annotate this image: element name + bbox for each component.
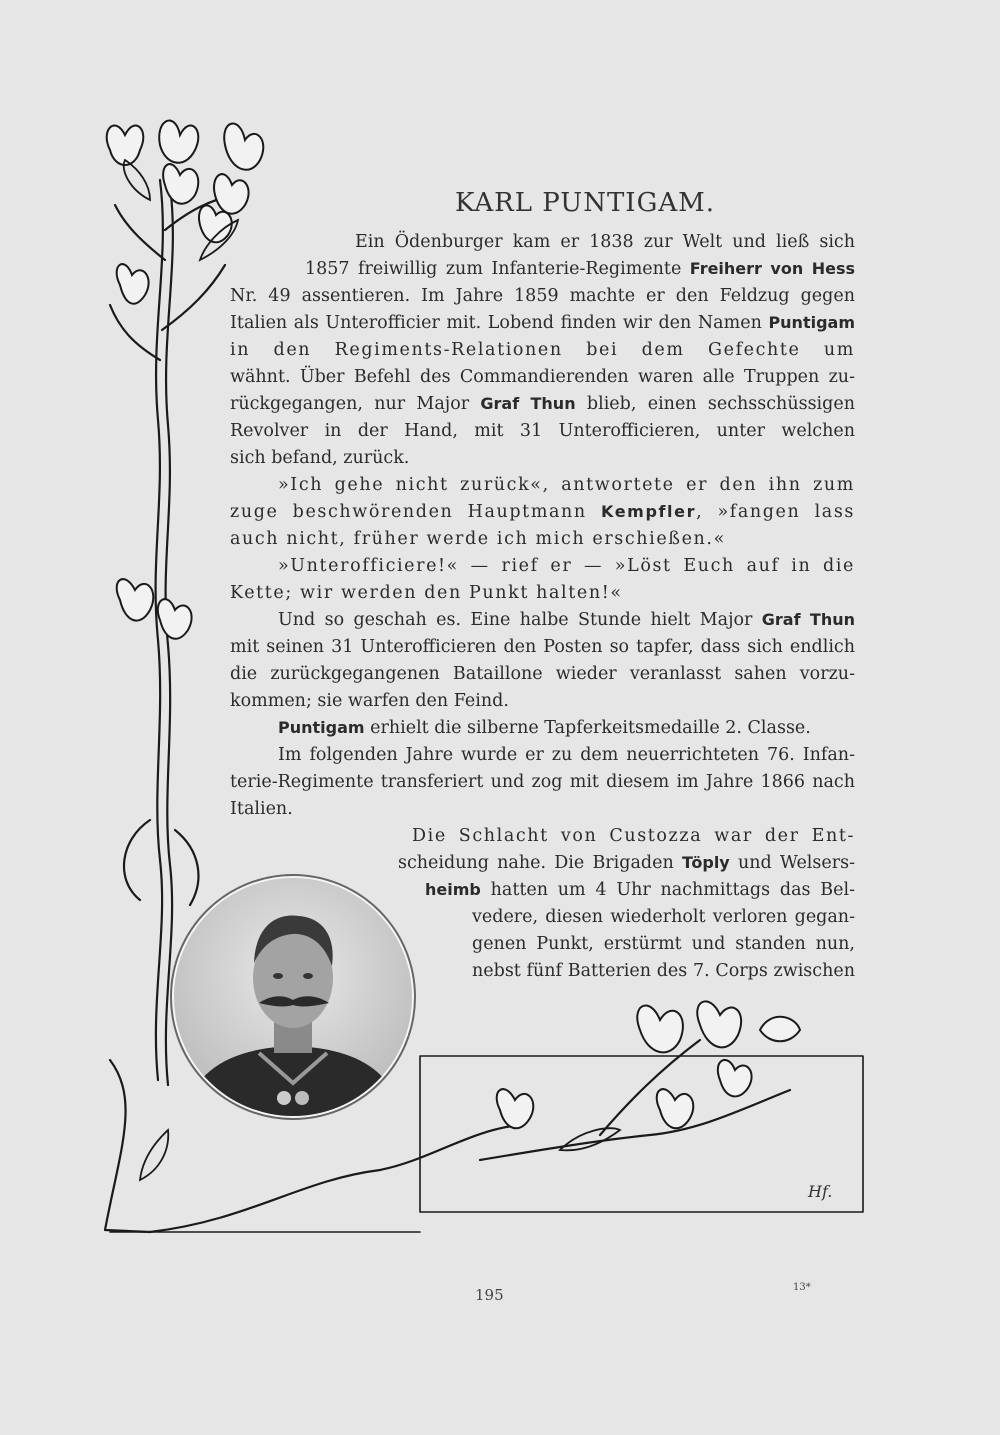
text-line (472, 958, 855, 984)
text-line (230, 688, 509, 714)
text-segment: in den Regiments-Relationen bei dem Gefechte um (230, 340, 855, 360)
text-line (412, 823, 855, 849)
text-segment: terie-Regimente transferiert und zog mit diesem im Jahre 1866 nach (230, 772, 855, 792)
text-segment: die zurückgegangenen Bataillone wieder veranlasst sahen vorzu- (230, 664, 855, 684)
page-number: 195 (475, 1286, 504, 1304)
text-segment: rückgegangen, nur Major (230, 394, 481, 414)
text-line (230, 796, 293, 822)
text-segment: blieb, einen sechsschüssigen (575, 394, 855, 414)
article-title: KARL PUNTIGAM. (455, 188, 715, 218)
text-segment: Revolver in der Hand, mit 31 Unterofficieren, unter welchen (230, 421, 855, 441)
text-line (278, 742, 855, 768)
text-line (230, 499, 855, 525)
text-segment: Im folgenden Jahre wurde er zu dem neuerrichteten 76. Infan- (278, 745, 855, 765)
text-segment: , »fangen lass (696, 502, 855, 522)
text-segment: genen Punkt, erstürmt und standen nun, (472, 934, 855, 954)
text-segment: Und so geschah es. Eine halbe Stunde hielt Major (278, 610, 762, 630)
text-segment: kommen; sie warfen den Feind. (230, 691, 509, 711)
bold-name: heimb (425, 880, 481, 899)
text-segment: wähnt. Über Befehl des Commandierenden waren alle Truppen zu- (230, 367, 855, 387)
bold-name: Freiherr von Hess (689, 259, 855, 278)
text-line (230, 580, 623, 606)
text-segment: Nr. 49 assentieren. Im Jahre 1859 machte er den Feldzug gegen (230, 286, 855, 306)
text-line (425, 877, 855, 903)
text-line (230, 769, 855, 795)
text-segment: Italien. (230, 799, 293, 819)
text-segment: scheidung nahe. Die Brigaden (398, 853, 682, 873)
text-line (230, 526, 726, 552)
text-line (472, 904, 855, 930)
bold-name: Graf Thun (480, 394, 576, 413)
bold-name: Kempfler (601, 502, 697, 521)
text-line (355, 229, 855, 255)
text-segment: »Ich gehe nicht zurück«, antwortete er den ihn zum (278, 475, 855, 495)
text-line (278, 715, 811, 741)
text-segment: sich befand, zurück. (230, 448, 410, 468)
text-line (230, 445, 409, 471)
text-segment: »Unterofficiere!« — rief er — »Löst Euch auf in die (278, 556, 855, 576)
text-segment: hatten um 4 Uhr nachmittags das Bel- (480, 880, 855, 900)
text-segment: 1857 freiwillig zum Infanterie-Regimente (305, 259, 690, 279)
portrait-medallion (172, 876, 414, 1118)
text-line (278, 553, 855, 579)
bold-name: Puntigam (278, 718, 365, 737)
text-segment: Die Schlacht von Custozza war der Ent- (412, 826, 855, 846)
bold-name: Graf Thun (761, 610, 855, 629)
text-line (278, 472, 855, 498)
text-segment: Ein Ödenburger kam er 1838 zur Welt und ließ sich (355, 232, 855, 252)
text-line (230, 418, 855, 444)
text-segment: auch nicht, früher werde ich mich erschießen.« (230, 529, 726, 549)
printer-signature-mark: 13* (793, 1282, 811, 1293)
text-segment: Italien als Unterofficier mit. Lobend finden wir den Namen (230, 313, 769, 333)
bold-name: Töply (681, 853, 730, 872)
artist-signature: Hf. (808, 1182, 833, 1201)
text-line (230, 661, 855, 687)
bold-name: Puntigam (768, 313, 855, 332)
text-line (278, 607, 855, 633)
text-line (305, 256, 855, 282)
text-segment: zuge beschwörenden Hauptmann (230, 502, 601, 522)
text-segment: und Welsers- (729, 853, 855, 873)
text-line (230, 310, 855, 336)
text-line (398, 850, 855, 876)
text-line (472, 931, 855, 957)
text-line (230, 364, 855, 390)
text-line (230, 283, 855, 309)
text-segment: Kette; wir werden den Punkt halten!« (230, 583, 623, 603)
text-line (230, 391, 855, 417)
text-segment: vedere, diesen wiederholt verloren gegan- (472, 907, 855, 927)
text-segment: erhielt die silberne Tapferkeitsmedaille 2. Classe. (364, 718, 811, 738)
text-segment: nebst fünf Batterien des 7. Corps zwischen (472, 961, 855, 981)
text-segment: mit seinen 31 Unterofficieren den Posten so tapfer, dass sich endlich (230, 637, 855, 657)
text-line (230, 634, 855, 660)
portrait-image (174, 878, 412, 1116)
text-line (230, 337, 855, 363)
